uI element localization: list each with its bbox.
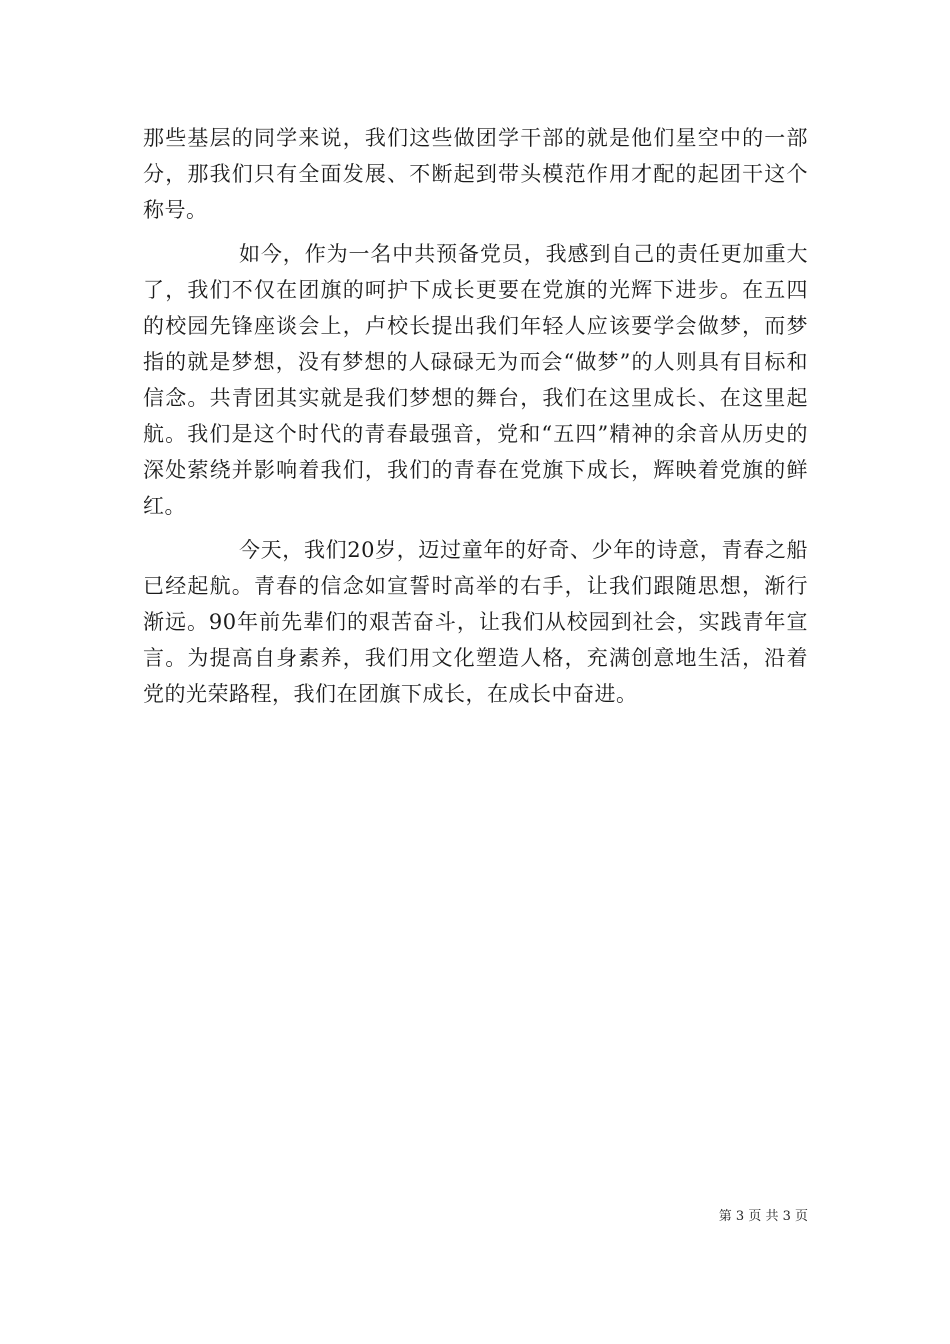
- document-body: [143, 120, 808, 720]
- page-number-footer: 第 3 页 共 3 页: [718, 1209, 808, 1224]
- paragraph-party-member: 如今，作为一名中共预备党员，我感到自己的责任更加重大了，我们不仅在团旗的呵护下成长更要在党旗的光辉下进步。在五四的校园先锋座谈会上，卢校长提出我们年轻人应该要学会做梦，而梦指的就是梦想，没有梦想的人碌碌无为而会“做梦”的人则具有目标和信念。共青团其实就是我们梦想的舞台，我们在这里成长、在这里起航。我们是这个时代的青春最强音，党和“五四”精神的余音从历史的深处萦绕并影响着我们，我们的青春在党旗下成长，辉映着党旗的鲜红。: [143, 242, 808, 518]
- paragraph-youth: 今天，我们20岁，迈过童年的好奇、少年的诗意，青春之船已经起航。青春的信念如宣誓时高举的右手，让我们跟随思想，渐行渐远。90年前先辈们的艰苦奋斗，让我们从校园到社会，实践青年宣言。为提高自身素养，我们用文化塑造人格，充满创意地生活，沿着党的光荣路程，我们在团旗下成长，在成长中奋进。: [143, 538, 808, 706]
- paragraph-continuation: 那些基层的同学来说，我们这些做团学干部的就是他们星空中的一部分，那我们只有全面发展、不断起到带头模范作用才配的起团干这个称号。: [143, 126, 808, 222]
